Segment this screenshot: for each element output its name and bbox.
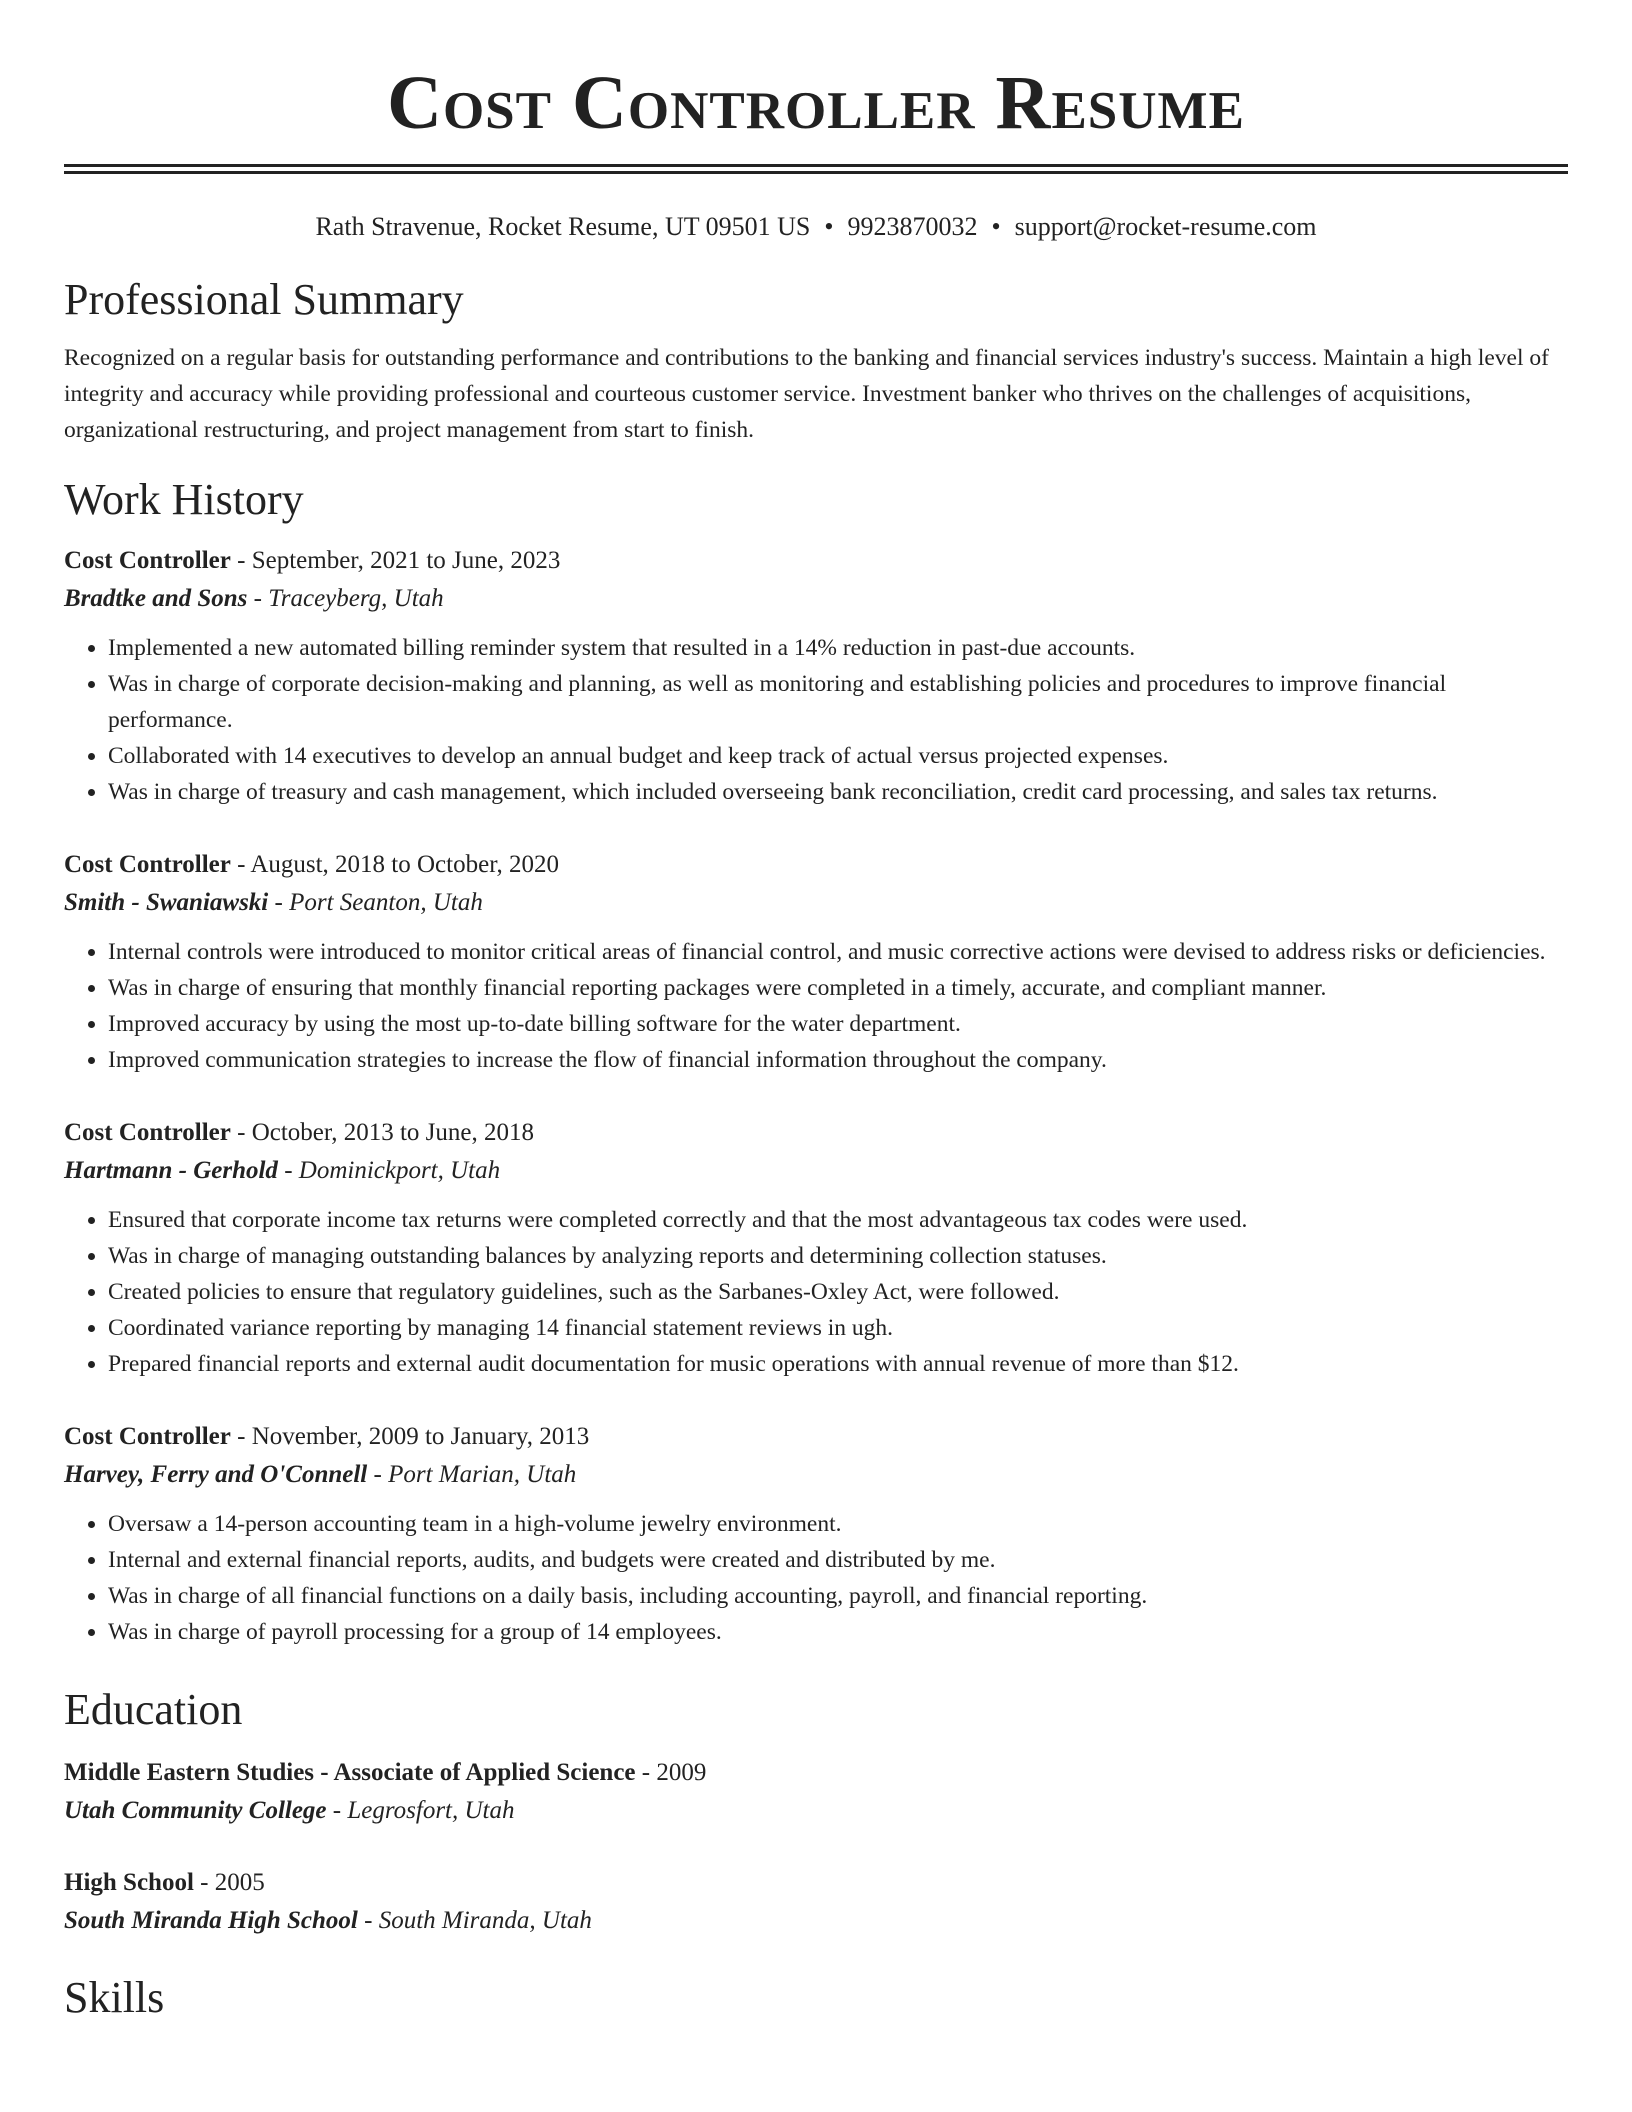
job-role: Cost Controller [64,1423,231,1450]
contact-phone: 9923870032 [847,212,978,241]
job-bullet: • Was in charge of treasury and cash management, which included overseeing bank reconciliation, credit card processing, and sales tax returns. [108,774,1568,810]
resume-title: Cost Controller Resume [387,61,1245,145]
job-bullet: • Improved communication strategies to increase the flow of financial information throughout the company. [108,1042,1568,1078]
job-bullet: • Was in charge of managing outstanding balances by analyzing reports and determining collection statuses. [108,1238,1568,1274]
title-double-rule [64,164,1568,174]
education-degree-line [64,1864,1568,1902]
job-location: - Port Marian, Utah [367,1461,577,1488]
summary-text: Recognized on a regular basis for outstanding performance and contributions to the banking and financial services industry's success. Maintain a high level of integrity and accuracy while providing professional and courteous customer service. Investment banker who thrives on the challenges of acquisitions, organizational restructuring, and project management from start to finish. [64,345,1549,443]
job-role: Cost Controller [64,547,231,574]
education-degree: High School [64,1869,194,1896]
job-bullets [64,934,1568,1078]
job-company-line [64,884,1568,922]
job-bullet: • Was in charge of ensuring that monthly financial reporting packages were completed in a timely, accurate, and compliant manner. [108,970,1568,1006]
job-company-line [64,580,1568,618]
education-school-line [64,1902,1568,1940]
education-year: - 2009 [635,1759,707,1786]
job-bullet: • Ensured that corporate income tax returns were completed correctly and that the most advantageous tax codes were used. [108,1202,1568,1238]
job-role: Cost Controller [64,851,231,878]
job-entry [64,1418,1568,1650]
job-role: Cost Controller [64,1119,231,1146]
education-school: Utah Community College [64,1797,327,1824]
education-location: - Legrosfort, Utah [326,1797,515,1824]
job-location: - Dominickport, Utah [277,1157,501,1184]
job-dates: - November, 2009 to January, 2013 [230,1423,590,1450]
job-bullet: • Oversaw a 14-person accounting team in a high-volume jewelry environment. [108,1506,1568,1542]
job-entry [64,542,1568,810]
education-entry [64,1864,1568,1940]
contact-email: support@rocket-resume.com [1014,212,1317,241]
job-bullets [64,1506,1568,1650]
job-bullet: • Was in charge of corporate decision-making and planning, as well as monitoring and establishing policies and procedures to improve financial performance. [108,666,1568,738]
job-company: Smith - Swaniawski [64,889,269,916]
job-title-line [64,846,1568,884]
job-bullet: • Implemented a new automated billing reminder system that resulted in a 14% reduction in past-due accounts. [108,630,1568,666]
education-year: - 2005 [193,1869,265,1896]
job-location: - Traceyberg, Utah [247,585,444,612]
education-heading: Education [64,1685,243,1734]
job-bullet: • Collaborated with 14 executives to develop an annual budget and keep track of actual versus projected expenses. [108,738,1568,774]
contact-line [64,210,1568,244]
job-company: Hartmann - Gerhold [64,1157,278,1184]
education-degree-line [64,1754,1568,1792]
job-location: - Port Seanton, Utah [268,889,483,916]
education-school-line [64,1792,1568,1830]
job-bullet: • Was in charge of payroll processing for a group of 14 employees. [108,1614,1568,1650]
job-bullet: • Prepared financial reports and external audit documentation for music operations with annual revenue of more than $12. [108,1346,1568,1382]
job-entry [64,1114,1568,1382]
contact-separator: • [991,212,1001,241]
education-entry [64,1754,1568,1830]
job-entry [64,846,1568,1078]
job-bullet: • Internal controls were introduced to monitor critical areas of financial control, and music corrective actions were devised to address risks or deficiencies. [108,934,1568,970]
job-bullets [64,630,1568,810]
job-bullet: • Internal and external financial reports, audits, and budgets were created and distributed by me. [108,1542,1568,1578]
job-company-line [64,1456,1568,1494]
job-dates: - August, 2018 to October, 2020 [230,851,560,878]
job-company: Bradtke and Sons [64,585,248,612]
job-title-line [64,542,1568,580]
job-company: Harvey, Ferry and O'Connell [64,1461,368,1488]
education-location: - South Miranda, Utah [357,1907,592,1934]
summary-heading: Professional Summary [64,275,464,324]
job-bullet: • Coordinated variance reporting by managing 14 financial statement reviews in ugh. [108,1310,1568,1346]
job-dates: - September, 2021 to June, 2023 [230,547,561,574]
education-school: South Miranda High School [64,1907,358,1934]
job-bullet: • Improved accuracy by using the most up-to-date billing software for the water department. [108,1006,1568,1042]
job-title-line [64,1418,1568,1456]
contact-separator: • [824,212,834,241]
contact-address: Rath Stravenue, Rocket Resume, UT 09501 US [315,212,811,241]
job-dates: - October, 2013 to June, 2018 [230,1119,534,1146]
job-company-line [64,1152,1568,1190]
skills-heading: Skills [64,1973,165,2022]
job-title-line [64,1114,1568,1152]
job-bullet: • Created policies to ensure that regulatory guidelines, such as the Sarbanes-Oxley Act, were followed. [108,1274,1568,1310]
job-bullet: • Was in charge of all financial functions on a daily basis, including accounting, payroll, and financial reporting. [108,1578,1568,1614]
work-history-heading: Work History [64,475,304,524]
education-degree: Middle Eastern Studies - Associate of Applied Science [64,1759,636,1786]
job-bullets [64,1202,1568,1382]
